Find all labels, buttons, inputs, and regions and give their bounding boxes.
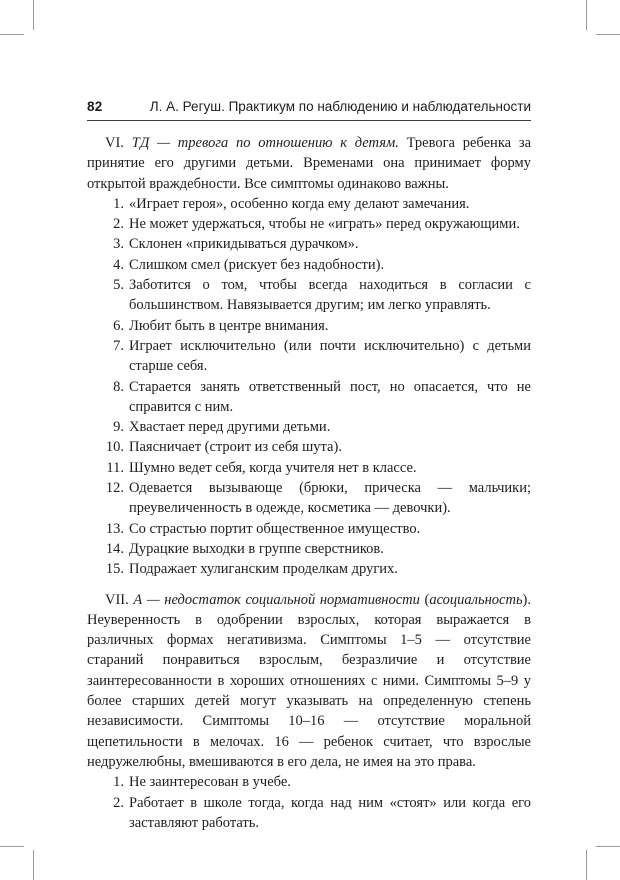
- list-item: [87, 234, 531, 254]
- crop-mark-top-right-v: [586, 0, 587, 30]
- list-item-text: Работает в школе тогда, когда над ним «стоят» или когда его заставляют работать.: [129, 794, 531, 831]
- crop-mark-bottom-left-h: [0, 846, 24, 847]
- list-item: [87, 458, 531, 478]
- list-item-number: 15.: [105, 561, 124, 578]
- list-item: [87, 793, 531, 834]
- section-vii-symptom-list: [87, 772, 531, 833]
- list-item: [87, 336, 531, 377]
- section-vi-title: ТД — тревога по отношению к детям.: [131, 135, 399, 151]
- section-vi-intro: [87, 133, 531, 194]
- crop-mark-bottom-left-v: [33, 850, 34, 880]
- list-item-text: Шумно ведет себя, когда учителя нет в классе.: [129, 459, 417, 476]
- list-item: [87, 377, 531, 418]
- list-item-text: Склонен «прикидываться дурачком».: [129, 236, 359, 253]
- crop-mark-top-right-h: [596, 34, 620, 35]
- list-item: [87, 194, 531, 214]
- list-item: [87, 214, 531, 234]
- list-item-number: 3.: [113, 236, 124, 253]
- list-item-text: Подражает хулиганским проделкам других.: [129, 561, 398, 578]
- list-item: [87, 478, 531, 519]
- list-item-text: Играет исключительно (или почти исключительно) с детьми старше себя.: [129, 337, 531, 375]
- list-item-text: Паясничает (строит из себя шута).: [129, 439, 342, 456]
- running-title: Л. А. Регуш. Практикум по наблюдению и наблюдательности: [149, 99, 531, 114]
- list-item-text: Хвастает перед другими детьми.: [129, 419, 331, 436]
- section-vii-paren-title: асоциальность: [429, 591, 523, 608]
- section-vi-description: Тревога ребенка за принятие его другими детьми. Временами она принимает форму открытой враждебности. Все симптомы одинаково важны.: [87, 135, 532, 192]
- page-header: [87, 98, 531, 118]
- section-vi-symptom-list: [87, 194, 531, 580]
- list-item: [87, 559, 531, 579]
- section-vii-paren-open: (: [424, 591, 430, 608]
- list-item-number: 4.: [113, 256, 124, 273]
- list-item: [87, 772, 531, 792]
- list-item: [87, 316, 531, 336]
- list-item: [87, 417, 531, 437]
- list-item-number: 8.: [113, 378, 124, 395]
- list-item-number: 5.: [113, 277, 124, 294]
- list-item-text: Старается занять ответственный пост, но опасается, что не справится с ним.: [129, 378, 531, 415]
- list-item-text: «Играет героя», особенно когда ему делают замечания.: [129, 195, 470, 212]
- list-item-number: 14.: [105, 540, 124, 557]
- list-item-number: 12.: [105, 480, 124, 497]
- list-item-number: 2.: [113, 216, 124, 233]
- page-body: [87, 133, 531, 833]
- page-number: 82: [87, 99, 103, 114]
- section-vii-intro: [87, 590, 531, 773]
- list-item-number: 1.: [113, 195, 124, 212]
- list-item-number: 9.: [113, 419, 124, 436]
- crop-mark-bottom-right-h: [596, 846, 620, 847]
- list-item-text: Заботится о том, чтобы всегда находиться в согласии с большинством. Навязывается другим; им легко управлять.: [129, 277, 531, 314]
- list-item-number: 13.: [105, 520, 124, 537]
- list-item-text: Слишком смел (рискует без надобности).: [129, 256, 385, 273]
- list-item-number: 7.: [113, 337, 124, 354]
- list-item: [87, 255, 531, 275]
- list-item-number: 11.: [106, 459, 124, 476]
- crop-mark-bottom-right-v: [586, 850, 587, 880]
- list-item-number: 2.: [113, 794, 124, 811]
- list-item-number: 1.: [113, 774, 124, 791]
- list-item-text: Не заинтересован в учебе.: [129, 774, 291, 791]
- list-item-text: Одевается вызывающе (брюки, прическа — мальчики; преувеличенность в одежде, косметика — девочки).: [129, 480, 531, 517]
- section-vii-description: ). Неуверенность в одобрении взрослых, которая выражается в различных формах негативизма. Симптомы 1–5 — отсутствие стараний понравиться взрослым, безразличие и отсутствие заинтересованности в хороших отношениях с ними. Симптомы 5–9 у более старших детей могут указывать на определенную степень независимости. Симптомы 10–16 — отсутствие моральной щепетильности в мелочах. 16 — ребенок считает, что взрослые недружелюбны, вмешиваются в его дела, не имея на это права.: [87, 591, 532, 770]
- crop-mark-top-left-h: [0, 34, 24, 35]
- list-item-text: Любит быть в центре внимания.: [129, 317, 329, 334]
- list-item: [87, 539, 531, 559]
- list-item-number: 6.: [113, 317, 124, 334]
- list-item: [87, 437, 531, 457]
- header-rule: [87, 120, 531, 121]
- section-vi-numeral: VI.: [105, 135, 124, 151]
- list-item-text: Дурацкие выходки в группе сверстников.: [129, 540, 384, 557]
- section-vii-title: А — недостаток социальной нормативности: [133, 591, 420, 608]
- crop-mark-top-left-v: [33, 0, 34, 30]
- list-item-text: Не может удержаться, чтобы не «играть» перед окружающими.: [129, 216, 520, 233]
- list-item: [87, 519, 531, 539]
- list-item: [87, 275, 531, 316]
- list-item-number: 10.: [105, 439, 124, 456]
- section-vii-numeral: VII.: [105, 591, 129, 608]
- list-item-text: Со страстью портит общественное имущество.: [129, 520, 421, 537]
